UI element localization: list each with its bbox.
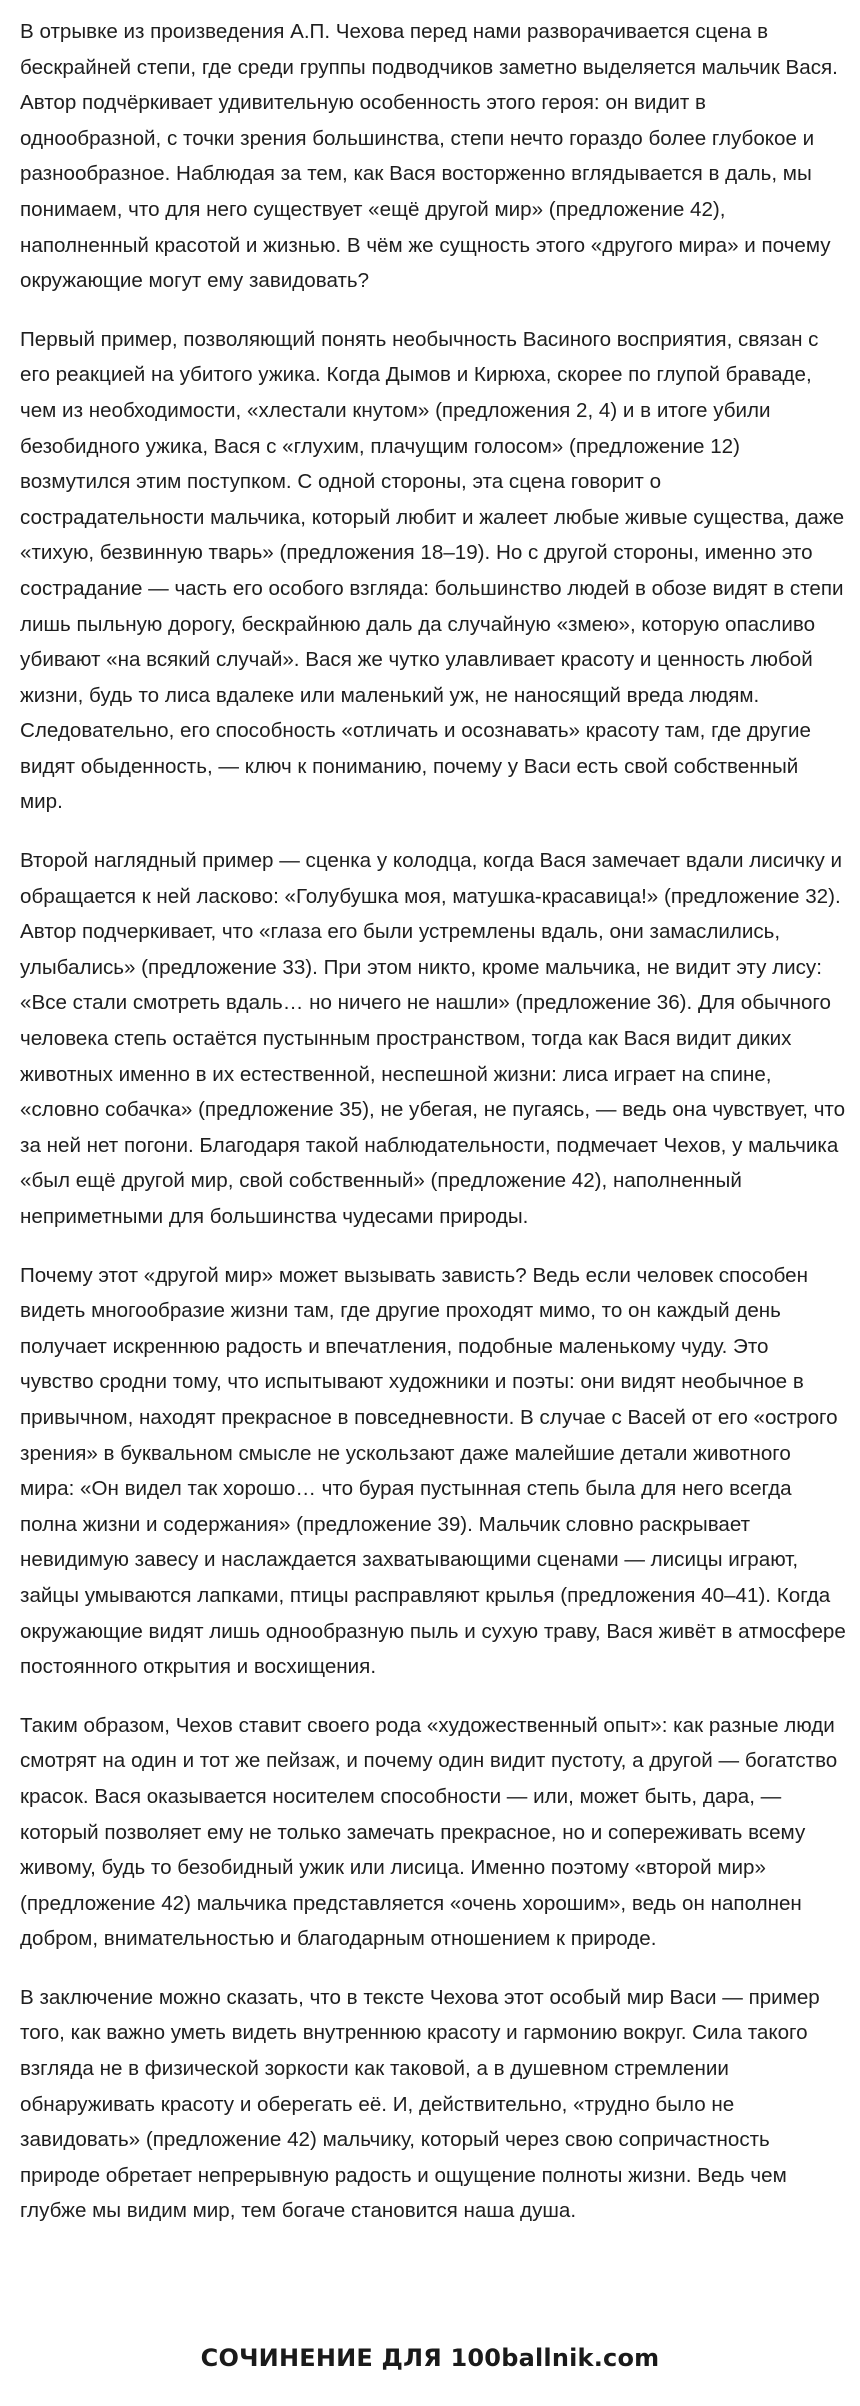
essay-paragraph-4: Почему этот «другой мир» может вызывать зависть? Ведь если человек способен видеть многообразие жизни там, где другие проходят мимо, то он каждый день получает искреннюю радость и впечатления, подобные маленькому чуду. Это чувство сродни тому, что испытывают художники и поэты: они видят необычное в привычном, находят прекрасное в повседневности. В случае с Васей от его «острого зрения» в буквальном смысле не ускользают даже малейшие детали животного мира: «Он видел так хорошо… что бурая пустынная степь была для него всегда полна жизни и содержания» (предложение 39). Мальчик словно раскрывает невидимую завесу и наслаждается захватывающими сценами — лисицы играют, зайцы умываются лапками, птицы расправляют крылья (предложения 40–41). Когда окружающие видят лишь однообразную пыль и сухую траву, Вася живёт в атмосфере постоянного открытия и восхищения. <box>20 1263 846 1679</box>
essay-paragraph-6: В заключение можно сказать, что в тексте Чехова этот особый мир Васи — пример того, как важно уметь видеть внутреннюю красоту и гармонию вокруг. Сила такого взгляда не в физической зоркости как таковой, а в душевном стремлении обнаруживать красоту и оберегать её. И, действительно, «трудно было не завидовать» (предложение 42) мальчику, который через свою сопричастность природе обретает непрерывную радость и ощущение полноты жизни. Ведь чем глубже мы видим мир, тем богаче становится наша душа. <box>20 1985 820 2223</box>
essay-paragraph-2: Первый пример, позволяющий понять необычность Васиного восприятия, связан с его реакцией на убитого ужика. Когда Дымов и Кирюха, скорее по глупой браваде, чем из необходимости, «хлестали кнутом» (предложения 2, 4) и в итоге убили безобидного ужика, Вася с «глухим, плачущим голосом» (предложение 12) возмутился этим поступком. С одной стороны, эта сцена говорит о сострадательности мальчика, который любит и жалеет любые живые существа, даже «тихую, безвинную тварь» (предложения 18–19). Но с другой стороны, именно это сострадание — часть его особого взгляда: большинство людей в обозе видят в степи лишь пыльную дорогу, бескрайнюю даль да случайную «змею», которую опасливо убивают «на всякий случай». Вася же чутко улавливает красоту и ценность любой жизни, будь то лиса вдалеке или маленький уж, не наносящий вреда людям. Следовательно, его способность «отличать и осознавать» красоту там, где другие видят обыденность, — ключ к пониманию, почему у Васи есть свой собственный мир. <box>20 327 845 814</box>
essay-paragraph-5: Таким образом, Чехов ставит своего рода «художественный опыт»: как разные люди смотрят на один и тот же пейзаж, и почему один видит пустоту, а другой — богатство красок. Вася оказывается носителем способности — или, может быть, дара, — который позволяет ему не только замечать прекрасное, но и сопереживать всему живому, будь то безобидный ужик или лисица. Именно поэтому «второй мир» (предложение 42) мальчика представляется «очень хорошим», ведь он наполнен добром, внимательностью и благодарным отношением к природе. <box>20 1713 838 1951</box>
source-footer: СОЧИНЕНИЕ ДЛЯ 100ballnik.com <box>200 2344 660 2372</box>
essay-paragraph-3: Второй наглядный пример — сценка у колодца, когда Вася замечает вдали лисичку и обращается к ней ласково: «Голубушка моя, матушка-красавица!» (предложение 32). Автор подчеркивает, что «глаза его были устремлены вдаль, они замаслились, улыбались» (предложение 33). При этом никто, кроме мальчика, не видит эту лису: «Все стали смотреть вдаль… но ничего не нашли» (предложение 36). Для обычного человека степь остаётся пустынным пространством, тогда как Вася видит диких животных именно в их естественной, неспешной жизни: лиса играет на спине, «словно собачка» (предложение 35), не убегая, не пугаясь, — ведь она чувствует, что за ней нет погони. Благодаря такой наблюдательности, подмечает Чехов, у мальчика «был ещё другой мир, свой собственный» (предложение 42), наполненный неприметными для большинства чудесами природы. <box>20 849 846 1228</box>
essay-paragraph-1: В отрывке из произведения А.П. Чехова перед нами разворачивается сцена в бескрайней степи, где среди группы подводчиков заметно выделяется мальчик Вася. Автор подчёркивает удивительную особенность этого героя: он видит в однообразной, с точки зрения большинства, степи нечто гораздо более глубокое и разнообразное. Наблюдая за тем, как Вася восторженно вглядывается в даль, мы понимаем, что для него существует «ещё другой мир» (предложение 42), наполненный красотой и жизнью. В чём же сущность этого «другого мира» и почему окружающие могут ему завидовать? <box>20 20 838 293</box>
essay-body <box>20 14 846 2229</box>
